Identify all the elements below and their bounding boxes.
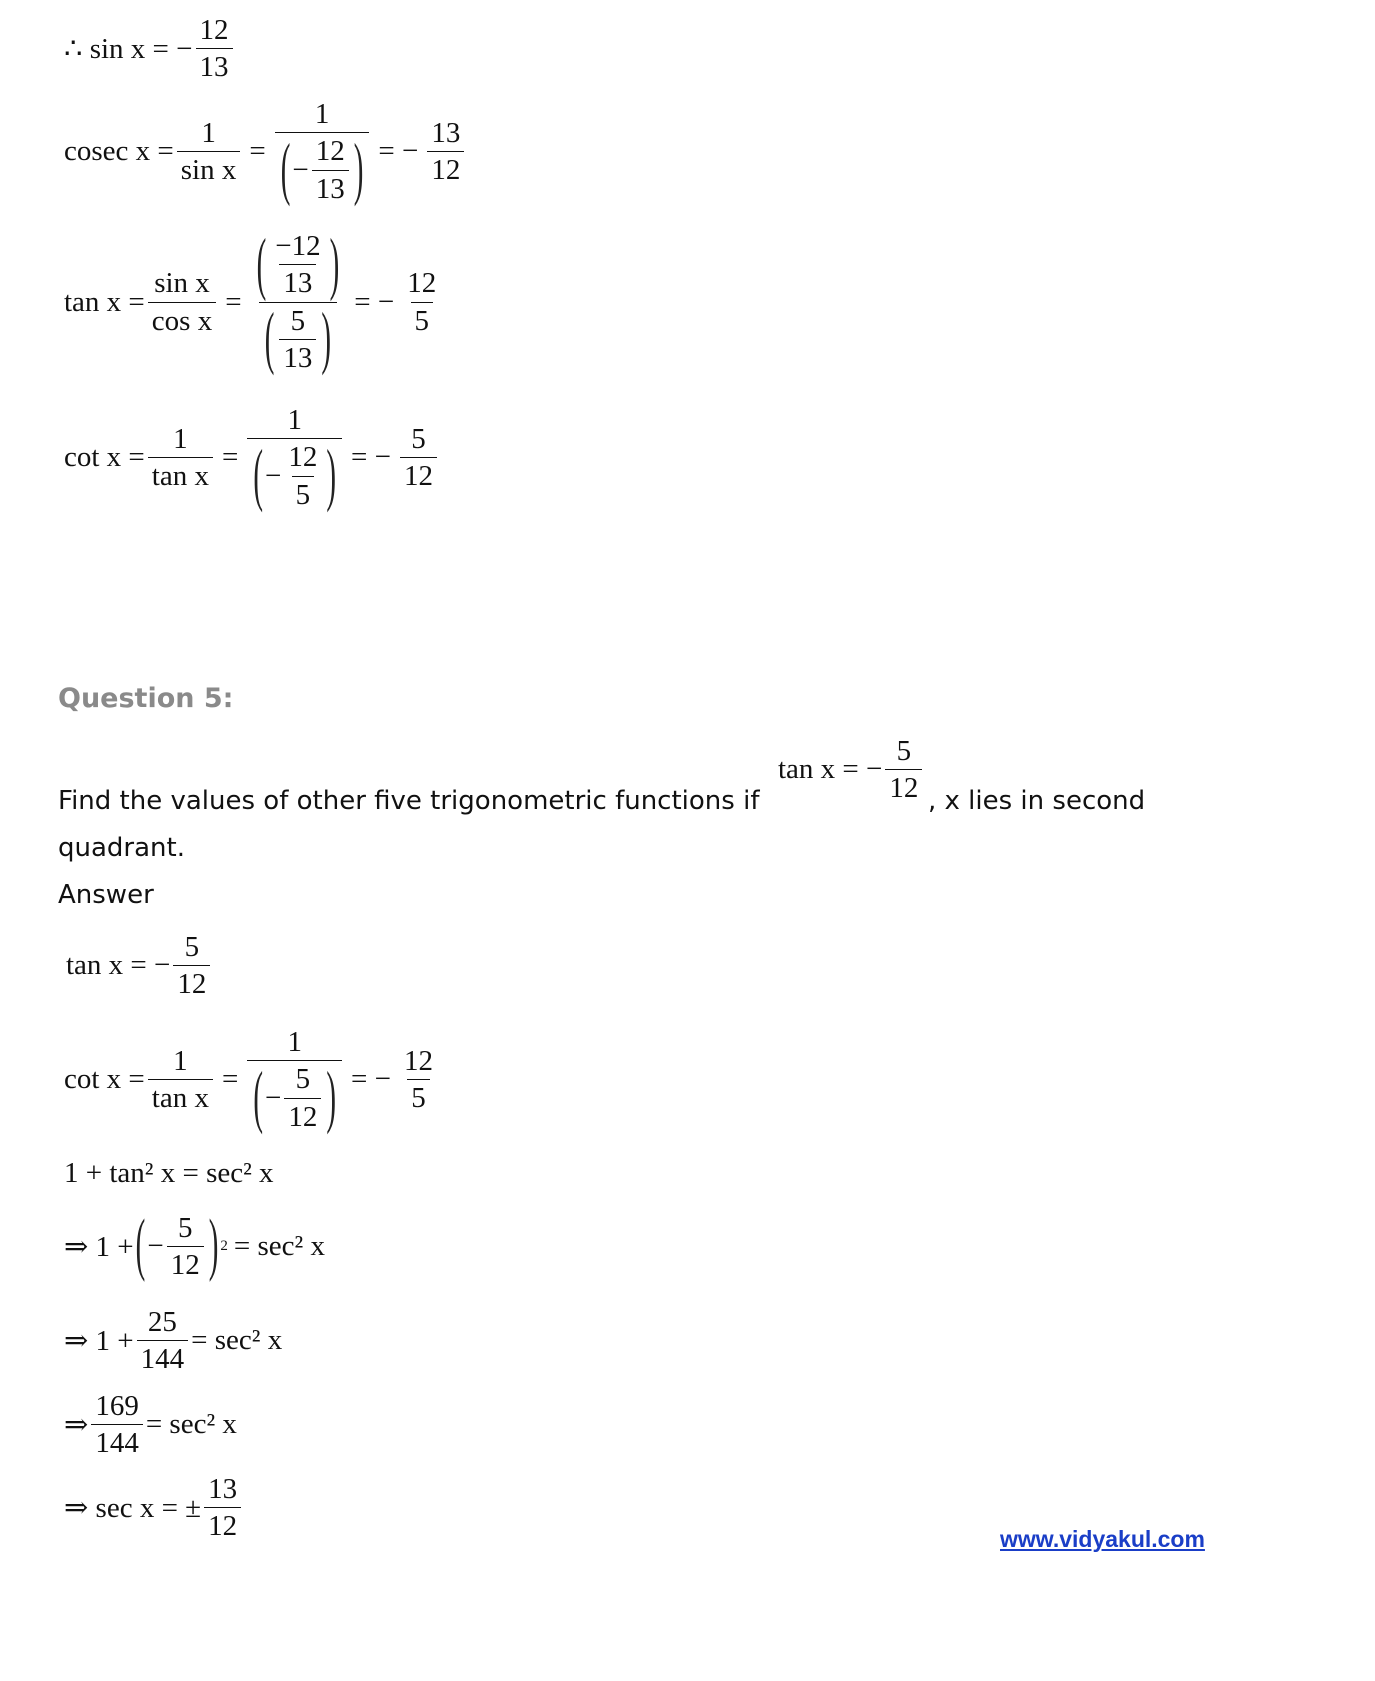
answer-tan-fraction: $\frac{5}{12}$ bbox=[173, 929, 210, 1003]
cot-frac-2: 1 ( − $\frac{12}{5}$ ) bbox=[247, 402, 342, 513]
step4-fraction: $\frac{13}{12}$ bbox=[204, 1471, 241, 1545]
cot-frac-1: $\frac{1}{\text{tan x}}$ bbox=[148, 421, 213, 495]
cot-x-line: cot x = $\frac{1}{\text{tan x}}$ = 1 ( − $\frac{12}{5}$ ) = − $\frac{5}{12}$ bbox=[64, 402, 440, 513]
answer-cot-frac-2: 1 ( − $\frac{5}{12}$ ) bbox=[247, 1024, 342, 1135]
cosec-result: $\frac{13}{12}$ bbox=[427, 115, 464, 189]
step2-fraction: $\frac{25}{144}$ bbox=[137, 1304, 189, 1378]
sin-lhs: ∴ sin x = − bbox=[64, 33, 193, 66]
question-title: Question 5: bbox=[58, 683, 234, 714]
question-text-after: , x lies in second bbox=[928, 786, 1146, 816]
cosec-frac-2: 1 ( − $\frac{12}{13}$ ) bbox=[275, 96, 370, 207]
step2-line: ⇒ 1 + $\frac{25}{144}$ = sec² x bbox=[64, 1304, 282, 1378]
cot-lhs: cot x = bbox=[64, 440, 145, 473]
cosec-frac-1: $\frac{1}{\text{sin x}}$ bbox=[177, 115, 241, 189]
question-text: Find the values of other five trigonometric functions if bbox=[58, 786, 760, 816]
identity-line: 1 + tan² x = sec² x bbox=[64, 1157, 274, 1189]
step1-line: ⇒ 1 + ( − $\frac{5}{12}$ ) 2 = sec² x bbox=[64, 1207, 325, 1284]
cosec-x-line: cosec x = $\frac{1}{\text{sin x}}$ = 1 ( − $\frac{12}{13}$ ) = − $\frac{13}{12}$ bbox=[64, 96, 467, 207]
answer-label: Answer bbox=[58, 880, 154, 910]
tan-result: $\frac{12}{5}$ bbox=[403, 265, 440, 339]
tan-frac-1: $\frac{\text{sin x}}{\text{cos x}}$ bbox=[148, 265, 216, 339]
step4-line: ⇒ sec x = ± $\frac{13}{12}$ bbox=[64, 1471, 244, 1545]
answer-cot-frac-1: $\frac{1}{\text{tan x}}$ bbox=[148, 1043, 213, 1117]
given-fraction: $\frac{5}{12}$ bbox=[885, 733, 922, 807]
answer-cot-result: $\frac{12}{5}$ bbox=[400, 1043, 437, 1117]
given-tan-expression: tan x = − $\frac{5}{12}$ bbox=[778, 733, 925, 807]
answer-cot-line: cot x = $\frac{1}{\text{tan x}}$ = 1 ( − $\frac{5}{12}$ ) = − $\frac{12}{5}$ bbox=[64, 1024, 440, 1135]
footer-website-link[interactable]: www.vidyakul.com bbox=[1000, 1526, 1205, 1552]
step3-line: ⇒ $\frac{169}{144}$ = sec² x bbox=[64, 1388, 237, 1462]
tan-x-line: tan x = $\frac{\text{sin x}}{\text{cos x}}$ = ( $\frac{-12}{13}$ ) ( $\frac{5}{13}$ ) = − $\frac{12}{5}$ bbox=[64, 228, 443, 376]
answer-tan-line: tan x = − $\frac{5}{12}$ bbox=[66, 929, 213, 1003]
cot-result: $\frac{5}{12}$ bbox=[400, 421, 437, 495]
sin-fraction: $\frac{12}{13}$ bbox=[196, 12, 233, 86]
step3-fraction: $\frac{169}{144}$ bbox=[91, 1388, 143, 1462]
cosec-lhs: cosec x = bbox=[64, 134, 174, 167]
question-text-line2: quadrant. bbox=[58, 833, 185, 863]
sin-x-line bbox=[64, 12, 236, 86]
tan-lhs: tan x = bbox=[64, 285, 145, 318]
tan-frac-2: ( $\frac{-12}{13}$ ) ( $\frac{5}{13}$ ) bbox=[256, 226, 340, 378]
